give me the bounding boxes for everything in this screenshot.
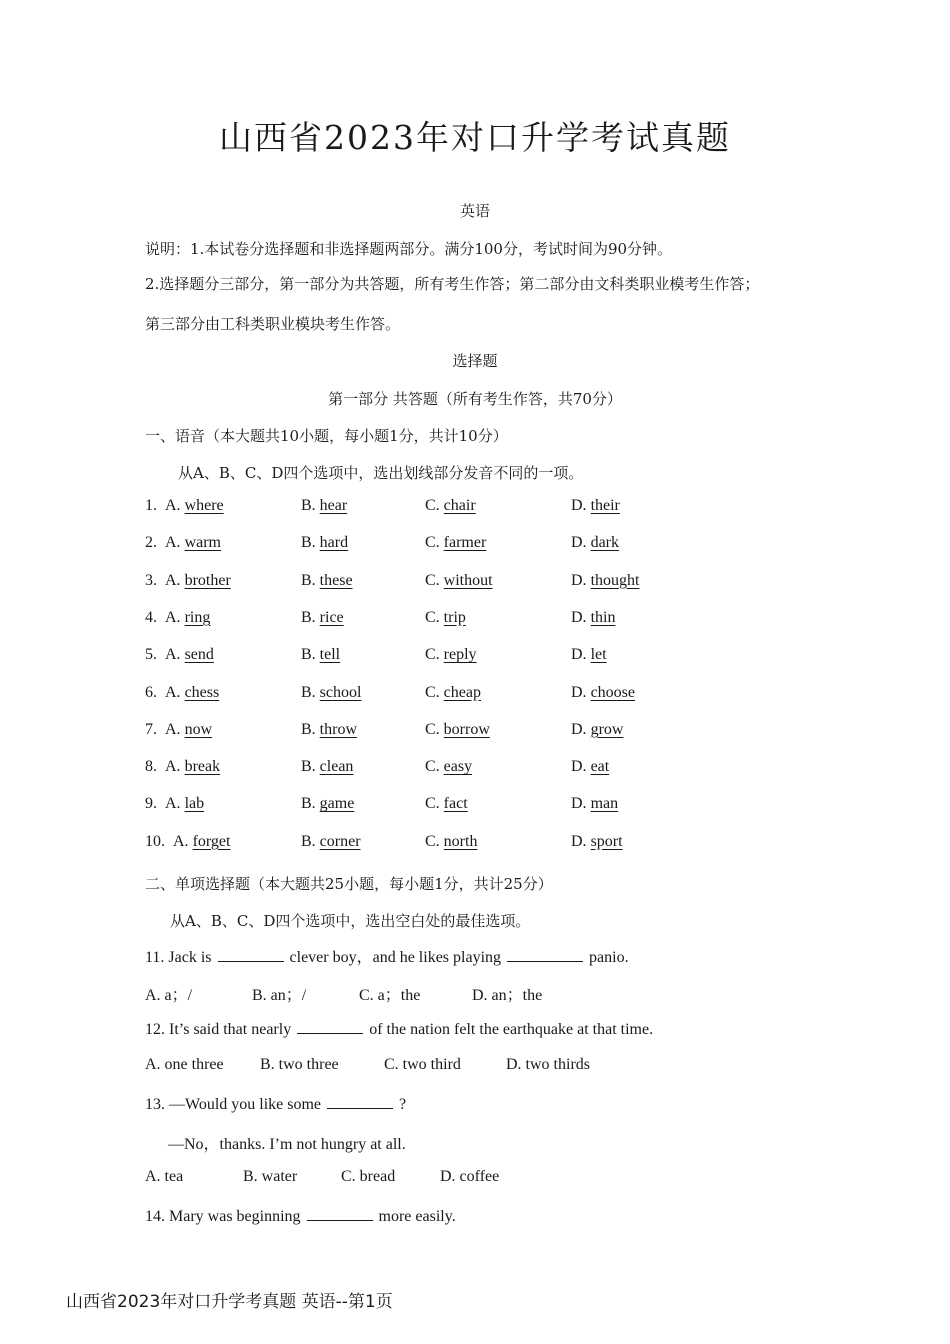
option-word: thin [590,608,616,626]
option-word: hear [319,497,348,514]
question-number: 2. [145,534,157,552]
option-word: fact [443,795,468,813]
instruction-line-3: 第三部分由工科类职业模块考生作答。 [145,315,401,333]
option-word: school [319,683,362,701]
question-11 [145,944,629,967]
phonetics-heading: 一、语音（本大题共10小题，每小题1分，共计10分） [145,427,508,445]
option: D. an；the [472,987,543,1004]
option [425,572,493,590]
answer-blank [327,1094,393,1109]
question-12-options [145,1056,845,1078]
option [571,497,620,515]
option-letter: B. [301,720,320,738]
option-letter: A. [165,646,185,664]
phonetics-question-9 [145,795,845,817]
option [571,795,618,813]
option-letter: B. [301,534,320,552]
option-word: forget [192,832,231,850]
option-letter: A. [165,534,185,552]
phonetics-question-3 [145,572,845,594]
question-number: 5. [145,646,157,664]
answer-blank [218,947,284,962]
answer-blank [307,1206,373,1221]
option-word: these [319,571,353,589]
option [571,684,635,702]
single-choice-direction: 从A、B、C、D四个选项中，选出空白处的最佳选项。 [170,912,531,930]
question-number: 7. [145,720,157,738]
option-letter: D. [571,571,591,589]
option-letter: C. [425,608,444,626]
question-number: 3. [145,571,157,589]
phonetics-question-8 [145,758,845,780]
option [301,721,357,739]
question-11-stem-b: clever boy，and he likes playing [289,949,502,966]
option-letter: B. [301,795,320,813]
option-letter: C. [425,571,444,589]
option [425,758,472,776]
question-13 [145,1094,406,1114]
option-word: let [590,646,607,664]
option-letter: A. [165,608,185,626]
option-letter: B. [301,608,320,626]
option [301,609,344,627]
option-word: sport [590,832,623,850]
option-letter: C. [425,534,444,552]
option: C. two third [384,1056,461,1073]
option-word: warm [184,534,221,552]
option: A. one three [145,1056,224,1073]
question-14 [145,1206,456,1226]
phonetics-question-5 [145,646,845,668]
question-number: 9. [145,795,157,813]
option-letter: B. [301,571,320,589]
phonetics-question-1 [145,497,845,519]
instruction-line-2: 2.选择题分三部分，第一部分为共答题，所有考生作答；第二部分由文科类职业模考生作答； [145,275,760,293]
option-word: cheap [443,683,481,701]
phonetics-question-6 [145,684,845,706]
option [165,572,231,590]
option [571,833,623,851]
option-word: clean [319,758,354,776]
phonetics-question-10 [145,833,845,855]
phonetics-question-4 [145,609,845,631]
option-word: thought [590,571,640,589]
option [301,684,361,702]
phonetics-question-2 [145,534,845,556]
option-letter: D. [571,832,591,850]
option [165,721,212,739]
option-word: dark [590,534,619,552]
option [301,534,348,552]
option-word: trip [443,608,466,626]
option [165,795,204,813]
option: B. an；/ [252,987,307,1004]
option [425,534,486,552]
question-11-stem-a: 11. Jack is [145,949,212,966]
option-letter: D. [571,758,591,776]
option-word: brother [184,571,231,589]
option: B. two three [260,1056,339,1073]
option [165,684,219,702]
option-letter: D. [571,497,591,514]
option-word: hard [319,534,349,552]
option [301,758,353,776]
option: D. two thirds [506,1056,590,1073]
question-11-stem-c: panio. [589,949,629,966]
option-letter: C. [425,646,444,664]
part-one-heading: 第一部分 共答题（所有考生作答，共70分） [328,390,622,408]
option [301,497,347,515]
option [173,833,230,851]
question-12-stem-b: of the nation felt the earthquake at that time. [369,1021,654,1038]
option-word: send [184,646,214,664]
option-letter: A. [165,683,185,701]
option-word: without [443,571,493,589]
question-14-stem-a: 14. Mary was beginning [145,1208,301,1225]
option [165,609,210,627]
option-word: corner [319,832,361,850]
option-letter: A. [165,758,185,776]
option-word: reply [443,646,477,664]
exam-title: 山西省2023年对口升学考试真题 [219,118,731,157]
option-word: game [319,795,355,813]
option [571,609,615,627]
question-14-stem-b: more easily. [378,1208,456,1225]
option [425,833,477,851]
option-letter: D. [571,795,591,813]
option-word: lab [184,795,205,813]
option-word: tell [319,646,341,664]
option: A. a；/ [145,987,193,1004]
option-word: grow [590,720,624,738]
option-letter: B. [301,646,320,664]
option: B. water [243,1168,298,1185]
phonetics-direction: 从A、B、C、D四个选项中，选出划线部分发音不同的一项。 [178,464,584,482]
question-13-options [145,1168,845,1190]
option-letter: D. [571,646,591,664]
option-letter: C. [425,720,444,738]
option [425,609,466,627]
option-letter: A. [165,795,185,813]
option [425,684,481,702]
option-word: ring [184,608,211,626]
option-letter: C. [425,497,444,514]
option [165,497,224,515]
page-footer: 山西省2023年对口升学考真题 英语--第1页 [66,1292,393,1312]
single-choice-heading: 二、单项选择题（本大题共25小题，每小题1分，共计25分） [145,875,553,893]
option-word: borrow [443,720,490,738]
question-number: 10. [145,832,165,850]
option-letter: A. [165,497,185,514]
option [425,721,490,739]
option [301,572,353,590]
option [165,646,214,664]
question-13-stem-b: ? [399,1096,407,1113]
option [571,646,607,664]
option-letter: D. [571,534,591,552]
option-letter: D. [571,608,591,626]
option [571,534,619,552]
question-11-options [145,982,845,1004]
option-word: easy [443,758,473,776]
option [571,721,623,739]
instruction-line-1: 说明：1.本试卷分选择题和非选择题两部分。满分100分，考试时间为90分钟。 [145,240,673,258]
option-word: chair [443,497,476,514]
option-letter: B. [301,683,320,701]
option-word: man [590,795,619,813]
option: D. coffee [440,1168,500,1185]
option [571,758,609,776]
option-letter: B. [301,758,320,776]
question-number: 1. [145,497,157,514]
answer-blank [297,1019,363,1034]
option-letter: A. [173,832,193,850]
option-word: chess [184,683,220,701]
option-word: rice [319,608,344,626]
option-word: eat [590,758,610,776]
section-choice-heading: 选择题 [452,352,498,370]
option-word: throw [319,720,357,738]
option-letter: C. [425,758,444,776]
option-letter: C. [425,832,444,850]
option [301,795,354,813]
option [425,646,477,664]
question-number: 8. [145,758,157,776]
option: A. tea [145,1168,184,1185]
option-letter: A. [165,720,185,738]
option: C. a；the [359,987,421,1004]
option-word: their [590,497,620,514]
option [425,497,476,515]
option [425,795,468,813]
subject-label: 英语 [459,202,490,220]
option-letter: D. [571,720,591,738]
option [301,833,361,851]
option [571,572,639,590]
option-letter: C. [425,683,444,701]
question-number: 6. [145,683,157,701]
option-letter: A. [165,571,185,589]
option: C. bread [341,1168,396,1185]
option-word: now [184,720,213,738]
phonetics-question-7 [145,721,845,743]
question-13-stem-a: 13. —Would you like some [145,1096,322,1113]
option-word: break [184,758,221,776]
option-letter: B. [301,497,320,514]
option-letter: D. [571,683,591,701]
question-12-stem-a: 12. It’s said that nearly [145,1021,292,1038]
question-number: 4. [145,608,157,626]
option [165,758,220,776]
option-letter: B. [301,832,320,850]
option [165,534,221,552]
answer-blank [507,947,583,962]
option [301,646,340,664]
option-word: farmer [443,534,487,552]
question-13-reply: —No，thanks. I’m not hungry at all. [168,1136,406,1153]
question-12 [145,1019,653,1039]
option-word: north [443,832,478,850]
option-letter: C. [425,795,444,813]
option-word: where [184,497,224,514]
option-word: choose [590,683,635,701]
